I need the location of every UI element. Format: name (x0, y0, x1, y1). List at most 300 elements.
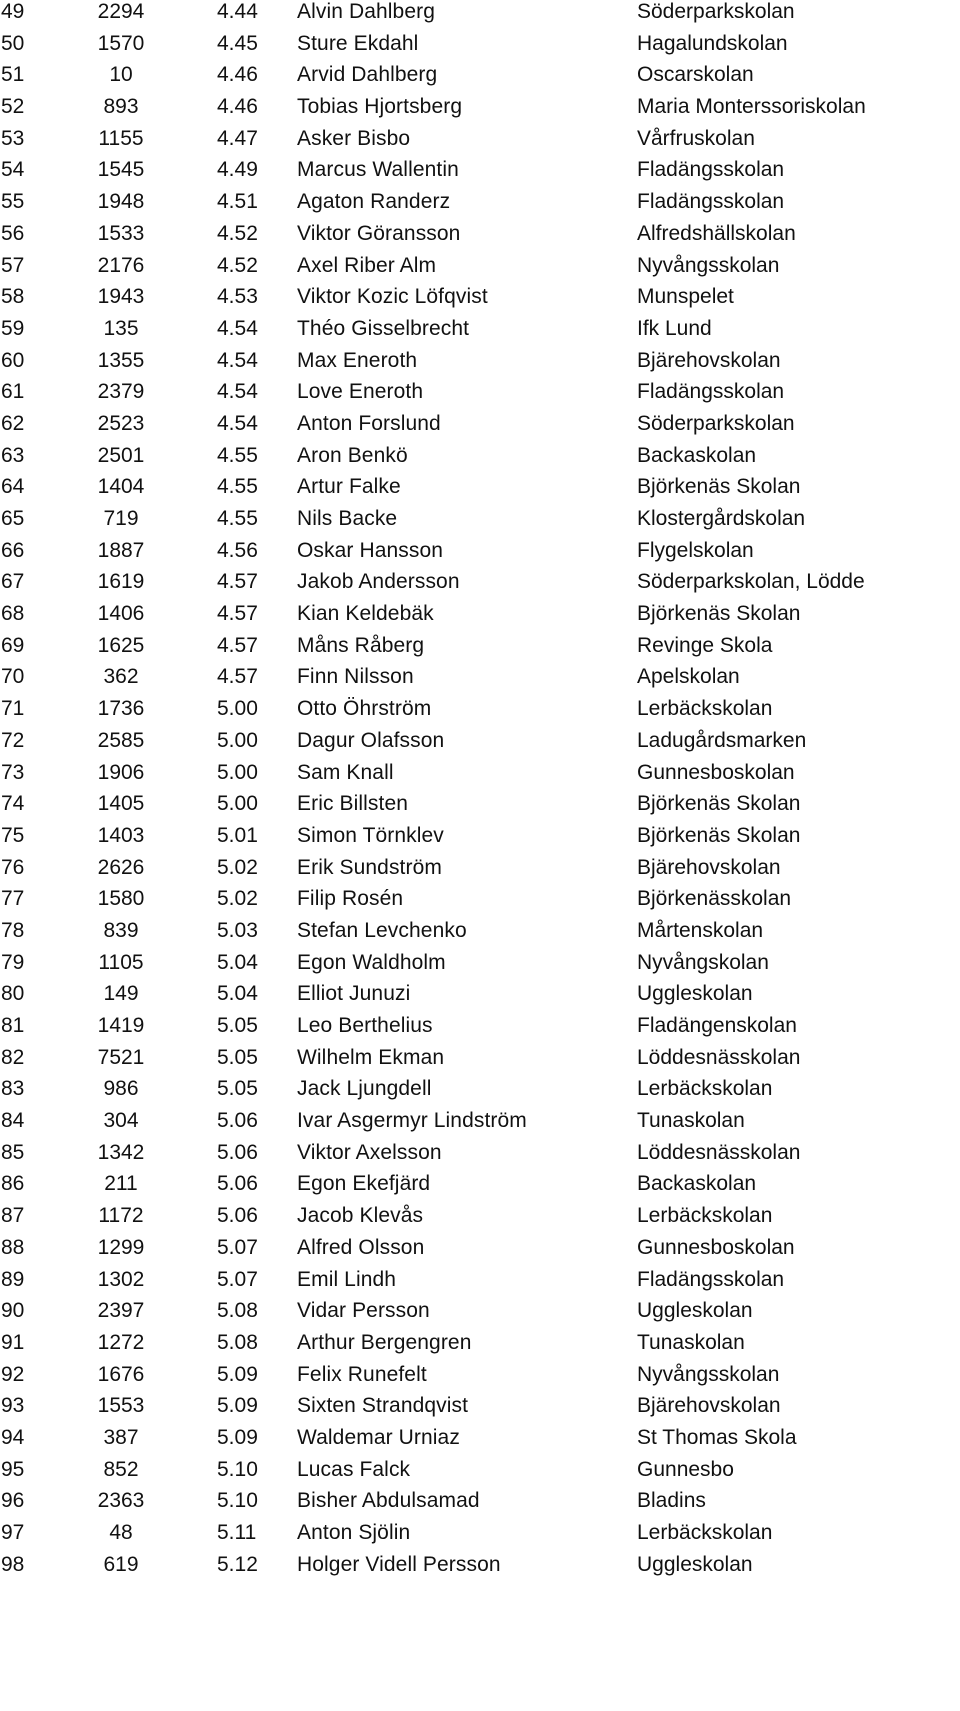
school-name: Bladins (637, 1489, 706, 1513)
school-name: Munspelet (637, 285, 734, 309)
runner-name: Dagur Olafsson (297, 728, 445, 752)
place-number: 78 (1, 918, 25, 942)
runner-name: Anton Sjölin (297, 1521, 411, 1544)
place-number: 51 (1, 63, 25, 87)
runner-name: Holger Videll Persson (297, 1552, 501, 1576)
bib-number: 1887 (97, 538, 145, 562)
bib-number: 2176 (97, 253, 145, 277)
place-number: 63 (1, 443, 25, 467)
bib-number: 1736 (97, 697, 145, 721)
bib-number: 304 (103, 1109, 139, 1133)
finish-time: 4.56 (217, 538, 258, 562)
result-row (0, 1014, 960, 1046)
school-name: Nyvångsskolan (637, 1362, 780, 1386)
result-row (0, 1172, 960, 1204)
place-number: 50 (1, 31, 25, 55)
bib-number: 1943 (97, 285, 145, 309)
place-number: 94 (1, 1425, 25, 1449)
finish-time: 4.54 (217, 348, 258, 372)
school-name: Söderparkskolan (637, 411, 795, 435)
school-name: Revinge Skola (637, 633, 773, 657)
result-row (0, 1521, 960, 1553)
bib-number: 1406 (97, 602, 145, 626)
place-number: 77 (1, 887, 25, 911)
place-number: 64 (1, 475, 25, 499)
result-row (0, 380, 960, 412)
runner-name: Ivar Asgermyr Lindström (297, 1109, 527, 1133)
school-name: Björkenäs Skolan (637, 792, 801, 816)
school-name: Nyvångsskolan (637, 253, 780, 277)
result-row (0, 1363, 960, 1395)
result-row (0, 63, 960, 95)
runner-name: Bisher Abdulsamad (297, 1489, 480, 1513)
result-row (0, 222, 960, 254)
result-row (0, 570, 960, 602)
bib-number: 7521 (97, 1045, 145, 1069)
finish-time: 4.51 (217, 190, 258, 214)
bib-number: 1906 (97, 760, 145, 784)
place-number: 81 (1, 1014, 25, 1037)
result-row (0, 665, 960, 697)
school-name: Alfredshällskolan (637, 221, 796, 245)
place-number: 96 (1, 1489, 25, 1513)
finish-time: 4.57 (217, 570, 258, 594)
runner-name: Lucas Falck (297, 1457, 411, 1481)
finish-time: 4.57 (217, 633, 258, 657)
place-number: 70 (1, 665, 25, 689)
bib-number: 211 (104, 1172, 138, 1196)
result-row (0, 349, 960, 381)
finish-time: 5.02 (217, 855, 258, 879)
result-row (0, 634, 960, 666)
school-name: Ifk Lund (637, 316, 712, 340)
finish-time: 5.11 (217, 1521, 257, 1544)
finish-time: 5.10 (217, 1489, 258, 1513)
finish-time: 4.54 (217, 316, 258, 340)
runner-name: Max Eneroth (297, 348, 418, 372)
result-row (0, 1458, 960, 1490)
finish-time: 5.00 (217, 792, 258, 816)
place-number: 53 (1, 126, 25, 150)
place-number: 62 (1, 411, 25, 435)
school-name: Fladängsskolan (637, 1267, 785, 1291)
runner-name: Leo Berthelius (297, 1014, 433, 1037)
bib-number: 2501 (97, 443, 145, 467)
runner-name: Simon Törnklev (297, 823, 444, 847)
school-name: Gunnesboskolan (637, 760, 795, 784)
runner-name: Nils Backe (297, 507, 398, 530)
school-name: Björkenäs Skolan (637, 602, 801, 626)
finish-time: 5.07 (217, 1267, 258, 1291)
finish-time: 4.54 (217, 411, 258, 435)
bib-number: 387 (103, 1425, 139, 1449)
result-row (0, 0, 960, 32)
place-number: 98 (1, 1552, 25, 1576)
result-row (0, 507, 960, 539)
finish-time: 5.09 (217, 1425, 258, 1449)
result-row (0, 285, 960, 317)
school-name: Hagalundskolan (637, 31, 788, 55)
finish-time: 4.52 (217, 253, 258, 277)
finish-time: 4.52 (217, 221, 258, 245)
bib-number: 362 (103, 665, 139, 689)
bib-number: 1172 (98, 1204, 144, 1228)
finish-time: 4.55 (217, 443, 258, 467)
result-row (0, 729, 960, 761)
finish-time: 5.08 (217, 1299, 258, 1323)
bib-number: 1355 (97, 348, 145, 372)
finish-time: 5.03 (217, 918, 258, 942)
runner-name: Asker Bisbo (297, 126, 411, 150)
runner-name: Aron Benkö (297, 443, 408, 467)
result-row (0, 1141, 960, 1173)
runner-name: Sam Knall (297, 760, 394, 784)
school-name: Björkenäs Skolan (637, 823, 801, 847)
place-number: 66 (1, 538, 25, 562)
place-number: 79 (1, 950, 25, 974)
runner-name: Wilhelm Ekman (297, 1045, 445, 1069)
result-row (0, 792, 960, 824)
bib-number: 1405 (97, 792, 145, 816)
school-name: Bjärehovskolan (637, 855, 781, 879)
runner-name: Stefan Levchenko (297, 918, 467, 942)
school-name: Söderparkskolan (637, 0, 795, 23)
place-number: 91 (1, 1330, 25, 1354)
runner-name: Eric Billsten (297, 792, 408, 816)
bib-number: 1302 (97, 1267, 145, 1291)
bib-number: 719 (103, 507, 139, 530)
school-name: Fladängsskolan (637, 158, 785, 182)
bib-number: 2585 (97, 728, 145, 752)
runner-name: Sixten Strandqvist (297, 1394, 469, 1418)
result-row (0, 887, 960, 919)
finish-time: 5.02 (217, 887, 258, 911)
place-number: 88 (1, 1235, 25, 1259)
place-number: 85 (1, 1140, 25, 1164)
runner-name: Viktor Kozic Löfqvist (297, 285, 488, 309)
finish-time: 5.05 (217, 1045, 258, 1069)
result-row (0, 1489, 960, 1521)
bib-number: 986 (103, 1077, 139, 1101)
result-row (0, 539, 960, 571)
result-row (0, 982, 960, 1014)
finish-time: 5.04 (217, 982, 258, 1006)
runner-name: Alfred Olsson (297, 1235, 425, 1259)
result-row (0, 254, 960, 286)
place-number: 97 (1, 1521, 25, 1544)
school-name: Löddesnässkolan (637, 1140, 801, 1164)
runner-name: Erik Sundström (297, 855, 442, 879)
finish-time: 4.49 (217, 158, 258, 182)
result-row (0, 1553, 960, 1585)
place-number: 73 (1, 760, 25, 784)
result-row (0, 444, 960, 476)
place-number: 60 (1, 348, 25, 372)
school-name: Oscarskolan (637, 63, 754, 87)
result-row (0, 412, 960, 444)
place-number: 55 (1, 190, 25, 214)
runner-name: Emil Lindh (297, 1267, 397, 1291)
runner-name: Oskar Hansson (297, 538, 444, 562)
bib-number: 852 (103, 1457, 139, 1481)
finish-time: 5.01 (217, 823, 258, 847)
result-row (0, 602, 960, 634)
result-row (0, 919, 960, 951)
finish-time: 4.44 (217, 0, 258, 23)
bib-number: 2363 (97, 1489, 145, 1513)
bib-number: 1299 (97, 1235, 145, 1259)
runner-name: Måns Råberg (297, 633, 425, 657)
school-name: Björkenäs Skolan (637, 475, 801, 499)
result-row (0, 190, 960, 222)
result-row (0, 32, 960, 64)
bib-number: 1619 (97, 570, 145, 594)
place-number: 80 (1, 982, 25, 1006)
result-row (0, 856, 960, 888)
bib-number: 1342 (97, 1140, 145, 1164)
finish-time: 5.00 (217, 728, 258, 752)
result-row (0, 1394, 960, 1426)
place-number: 74 (1, 792, 25, 816)
bib-number: 1570 (97, 31, 145, 55)
school-name: St Thomas Skola (637, 1425, 797, 1449)
place-number: 52 (1, 95, 25, 119)
result-row (0, 475, 960, 507)
runner-name: Artur Falke (297, 475, 401, 499)
place-number: 84 (1, 1109, 25, 1133)
place-number: 82 (1, 1045, 25, 1069)
runner-name: Filip Rosén (297, 887, 404, 911)
bib-number: 619 (103, 1552, 139, 1576)
finish-time: 5.12 (217, 1552, 258, 1576)
bib-number: 2397 (97, 1299, 145, 1323)
runner-name: Otto Öhrström (297, 697, 432, 721)
school-name: Uggleskolan (637, 982, 753, 1006)
finish-time: 5.05 (217, 1014, 258, 1037)
runner-name: Viktor Göransson (297, 221, 461, 245)
result-row (0, 697, 960, 729)
finish-time: 5.08 (217, 1330, 258, 1354)
finish-time: 4.57 (217, 602, 258, 626)
place-number: 72 (1, 728, 25, 752)
place-number: 71 (1, 697, 25, 721)
place-number: 90 (1, 1299, 25, 1323)
runner-name: Vidar Persson (297, 1299, 430, 1323)
place-number: 56 (1, 221, 25, 245)
school-name: Gunnesbo (637, 1457, 734, 1481)
school-name: Lerbäckskolan (637, 1204, 773, 1228)
result-row (0, 158, 960, 190)
school-name: Lerbäckskolan (637, 697, 773, 721)
result-row (0, 1236, 960, 1268)
runner-name: Théo Gisselbrecht (297, 316, 470, 340)
place-number: 49 (1, 0, 25, 23)
place-number: 65 (1, 507, 25, 530)
runner-name: Jack Ljungdell (297, 1077, 432, 1101)
finish-time: 4.47 (217, 126, 258, 150)
result-row (0, 95, 960, 127)
bib-number: 1155 (98, 126, 144, 150)
result-row (0, 951, 960, 983)
result-row (0, 1046, 960, 1078)
runner-name: Finn Nilsson (297, 665, 414, 689)
bib-number: 1404 (97, 475, 145, 499)
school-name: Vårfruskolan (637, 126, 755, 150)
finish-time: 5.05 (217, 1077, 258, 1101)
bib-number: 1580 (97, 887, 145, 911)
school-name: Klostergårdskolan (637, 507, 806, 530)
bib-number: 10 (109, 63, 133, 87)
school-name: Bjärehovskolan (637, 348, 781, 372)
finish-time: 5.06 (217, 1109, 258, 1133)
finish-time: 4.46 (217, 63, 258, 87)
bib-number: 839 (103, 918, 139, 942)
finish-time: 4.46 (217, 95, 258, 119)
finish-time: 5.06 (217, 1140, 258, 1164)
result-row (0, 824, 960, 856)
school-name: Nyvångskolan (637, 950, 769, 974)
finish-time: 5.00 (217, 760, 258, 784)
runner-name: Arthur Bergengren (297, 1330, 472, 1354)
runner-name: Jacob Klevås (297, 1204, 424, 1228)
school-name: Fladängsskolan (637, 190, 785, 214)
school-name: Tunaskolan (637, 1330, 745, 1354)
result-row (0, 1331, 960, 1363)
bib-number: 149 (103, 982, 139, 1006)
place-number: 68 (1, 602, 25, 626)
runner-name: Marcus Wallentin (297, 158, 459, 182)
bib-number: 2294 (97, 0, 145, 23)
school-name: Backaskolan (637, 443, 757, 467)
school-name: Flygelskolan (637, 538, 754, 562)
school-name: Bjärehovskolan (637, 1394, 781, 1418)
result-row (0, 1299, 960, 1331)
result-row (0, 1268, 960, 1300)
bib-number: 1105 (98, 950, 144, 974)
finish-time: 4.55 (217, 507, 258, 530)
runner-name: Jakob Andersson (297, 570, 460, 594)
school-name: Fladängenskolan (637, 1014, 797, 1037)
bib-number: 1553 (97, 1394, 145, 1418)
finish-time: 4.53 (217, 285, 258, 309)
place-number: 89 (1, 1267, 25, 1291)
finish-time: 5.09 (217, 1394, 258, 1418)
place-number: 61 (1, 380, 25, 404)
place-number: 87 (1, 1204, 25, 1228)
place-number: 69 (1, 633, 25, 657)
runner-name: Love Eneroth (297, 380, 424, 404)
school-name: Backaskolan (637, 1172, 757, 1196)
finish-time: 4.45 (217, 31, 258, 55)
school-name: Uggleskolan (637, 1552, 753, 1576)
school-name: Ladugårdsmarken (637, 728, 807, 752)
place-number: 75 (1, 823, 25, 847)
runner-name: Kian Keldebäk (297, 602, 434, 626)
bib-number: 1625 (97, 633, 145, 657)
school-name: Björkenässkolan (637, 887, 792, 911)
place-number: 59 (1, 316, 25, 340)
runner-name: Viktor Axelsson (297, 1140, 442, 1164)
place-number: 93 (1, 1394, 25, 1418)
bib-number: 135 (103, 316, 139, 340)
bib-number: 1545 (97, 158, 145, 182)
bib-number: 48 (109, 1521, 133, 1544)
runner-name: Egon Ekefjärd (297, 1172, 431, 1196)
finish-time: 5.07 (217, 1235, 258, 1259)
bib-number: 1419 (97, 1014, 145, 1037)
bib-number: 2523 (97, 411, 145, 435)
finish-time: 5.04 (217, 950, 258, 974)
finish-time: 5.06 (217, 1204, 258, 1228)
school-name: Tunaskolan (637, 1109, 745, 1133)
bib-number: 2626 (97, 855, 145, 879)
place-number: 54 (1, 158, 25, 182)
school-name: Mårtenskolan (637, 918, 764, 942)
finish-time: 5.09 (217, 1362, 258, 1386)
finish-time: 4.57 (217, 665, 258, 689)
place-number: 83 (1, 1077, 25, 1101)
runner-name: Tobias Hjortsberg (297, 95, 463, 119)
bib-number: 1948 (97, 190, 145, 214)
bib-number: 1272 (97, 1330, 145, 1354)
finish-time: 4.55 (217, 475, 258, 499)
school-name: Fladängsskolan (637, 380, 785, 404)
school-name: Lerbäckskolan (637, 1077, 773, 1101)
runner-name: Sture Ekdahl (297, 31, 419, 55)
runner-name: Agaton Randerz (297, 190, 451, 214)
runner-name: Elliot Junuzi (297, 982, 411, 1006)
runner-name: Waldemar Urniaz (297, 1425, 460, 1449)
school-name: Lerbäckskolan (637, 1521, 773, 1544)
bib-number: 893 (103, 95, 139, 119)
place-number: 95 (1, 1457, 25, 1481)
school-name: Gunnesboskolan (637, 1235, 795, 1259)
bib-number: 1533 (97, 221, 145, 245)
runner-name: Arvid Dahlberg (297, 63, 438, 87)
place-number: 76 (1, 855, 25, 879)
runner-name: Anton Forslund (297, 411, 441, 435)
runner-name: Egon Waldholm (297, 950, 446, 974)
bib-number: 1676 (97, 1362, 145, 1386)
school-name: Maria Monterssoriskolan (637, 95, 866, 119)
result-row (0, 317, 960, 349)
runner-name: Alvin Dahlberg (297, 0, 435, 23)
place-number: 86 (1, 1172, 25, 1196)
result-row (0, 1426, 960, 1458)
place-number: 92 (1, 1362, 25, 1386)
result-row (0, 761, 960, 793)
school-name: Apelskolan (637, 665, 740, 689)
finish-time: 4.54 (217, 380, 258, 404)
place-number: 67 (1, 570, 25, 594)
result-row (0, 1077, 960, 1109)
runner-name: Axel Riber Alm (297, 253, 437, 277)
finish-time: 5.06 (217, 1172, 258, 1196)
result-row (0, 1204, 960, 1236)
school-name: Söderparkskolan, Lödde (637, 570, 865, 594)
runner-name: Felix Runefelt (297, 1362, 427, 1386)
school-name: Löddesnässkolan (637, 1045, 801, 1069)
place-number: 58 (1, 285, 25, 309)
place-number: 57 (1, 253, 25, 277)
result-row (0, 1109, 960, 1141)
finish-time: 5.10 (217, 1457, 258, 1481)
bib-number: 1403 (97, 823, 145, 847)
school-name: Uggleskolan (637, 1299, 753, 1323)
result-row (0, 127, 960, 159)
finish-time: 5.00 (217, 697, 258, 721)
bib-number: 2379 (97, 380, 145, 404)
